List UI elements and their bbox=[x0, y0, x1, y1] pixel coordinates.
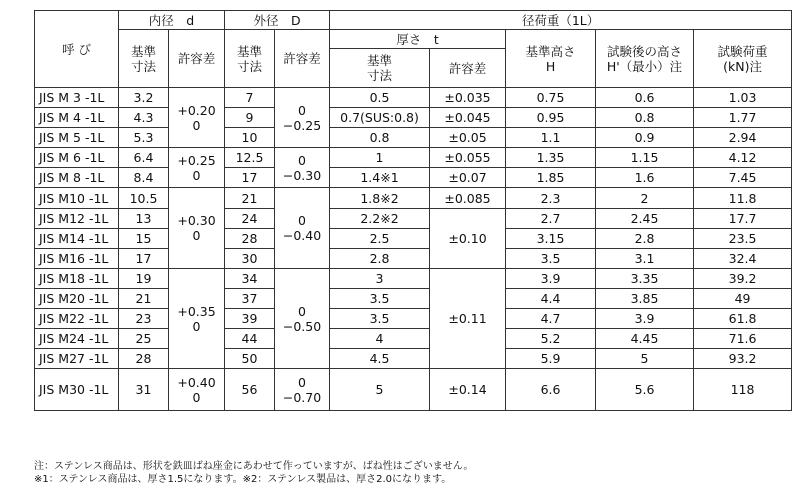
note-1: 注：ステンレス商品は、形状を鉄皿ばね座金にあわせて作っていますが、ばね性はございません。 bbox=[34, 461, 474, 472]
test-load: 39.2 bbox=[694, 268, 792, 288]
after-height: 2.8 bbox=[596, 228, 694, 248]
test-load: 23.5 bbox=[694, 228, 792, 248]
row-name: JIS M27 -1L bbox=[35, 349, 119, 369]
row-name: JIS M12 -1L bbox=[35, 208, 119, 228]
height-h: 2.7 bbox=[506, 208, 596, 228]
note-2: ※1：ステンレス商品は、厚さ1.5になります。※2：ステンレス製品は、厚さ2.0になります。 bbox=[34, 474, 452, 485]
after-height: 3.1 bbox=[596, 248, 694, 268]
outer-std: 24 bbox=[225, 208, 275, 228]
after-height: 0.6 bbox=[596, 88, 694, 108]
outer-std: 21 bbox=[225, 188, 275, 208]
header-thickness-tol: 許容差 bbox=[430, 49, 506, 88]
inner-std: 28 bbox=[119, 349, 169, 369]
after-height: 0.9 bbox=[596, 128, 694, 148]
row-name: JIS M 6 -1L bbox=[35, 148, 119, 168]
test-load: 7.45 bbox=[694, 168, 792, 188]
inner-tol: +0.40 0 bbox=[169, 369, 225, 411]
thickness-std: 2.5 bbox=[330, 228, 430, 248]
inner-std: 19 bbox=[119, 268, 169, 288]
row-name: JIS M 8 -1L bbox=[35, 168, 119, 188]
test-load: 32.4 bbox=[694, 248, 792, 268]
inner-tol: +0.30 0 bbox=[169, 188, 225, 268]
outer-std: 12.5 bbox=[225, 148, 275, 168]
header-load: 径荷重（1L） bbox=[330, 11, 792, 30]
header-inner: 内径 d bbox=[119, 11, 225, 30]
outer-std: 56 bbox=[225, 369, 275, 411]
thickness-std: 0.7(SUS:0.8) bbox=[330, 108, 430, 128]
outer-tol: 0 −0.30 bbox=[275, 148, 330, 188]
row-name: JIS M16 -1L bbox=[35, 248, 119, 268]
test-load: 1.03 bbox=[694, 88, 792, 108]
height-h: 0.75 bbox=[506, 88, 596, 108]
test-load: 71.6 bbox=[694, 329, 792, 349]
inner-std: 21 bbox=[119, 288, 169, 308]
test-load: 2.94 bbox=[694, 128, 792, 148]
table-row bbox=[35, 148, 792, 168]
thickness-std: 5 bbox=[330, 369, 430, 411]
thickness-tol: ±0.07 bbox=[430, 168, 506, 188]
test-load: 49 bbox=[694, 288, 792, 308]
outer-tol: 0 −0.40 bbox=[275, 188, 330, 268]
row-name: JIS M 4 -1L bbox=[35, 108, 119, 128]
header-outer-tol: 許容差 bbox=[275, 30, 330, 88]
header-load-kn: 試験荷重 (kN)注 bbox=[694, 30, 792, 88]
header-inner-std: 基準 寸法 bbox=[119, 30, 169, 88]
outer-std: 30 bbox=[225, 248, 275, 268]
table-row bbox=[35, 268, 792, 288]
thickness-tol: ±0.10 bbox=[430, 208, 506, 268]
inner-tol: +0.35 0 bbox=[169, 268, 225, 368]
spec-table bbox=[34, 10, 792, 411]
table-row bbox=[35, 228, 792, 248]
thickness-tol: ±0.085 bbox=[430, 188, 506, 208]
test-load: 17.7 bbox=[694, 208, 792, 228]
thickness-std: 1.4※1 bbox=[330, 168, 430, 188]
height-h: 3.9 bbox=[506, 268, 596, 288]
table-row bbox=[35, 309, 792, 329]
table-row bbox=[35, 168, 792, 188]
inner-std: 25 bbox=[119, 329, 169, 349]
row-name: JIS M 3 -1L bbox=[35, 88, 119, 108]
thickness-std: 3.5 bbox=[330, 288, 430, 308]
thickness-std: 4 bbox=[330, 329, 430, 349]
inner-std: 31 bbox=[119, 369, 169, 411]
test-load: 118 bbox=[694, 369, 792, 411]
outer-std: 50 bbox=[225, 349, 275, 369]
header-thickness: 厚さ t bbox=[330, 30, 506, 49]
header-yobi: 呼 び bbox=[35, 11, 119, 88]
spec-table-wrap bbox=[34, 10, 791, 411]
after-height: 1.15 bbox=[596, 148, 694, 168]
thickness-std: 3 bbox=[330, 268, 430, 288]
outer-std: 28 bbox=[225, 228, 275, 248]
height-h: 4.7 bbox=[506, 309, 596, 329]
header-height: 基準高さ H bbox=[506, 30, 596, 88]
height-h: 4.4 bbox=[506, 288, 596, 308]
outer-tol: 0 −0.50 bbox=[275, 268, 330, 368]
inner-std: 13 bbox=[119, 208, 169, 228]
thickness-std: 2.8 bbox=[330, 248, 430, 268]
table-row bbox=[35, 349, 792, 369]
table-row bbox=[35, 188, 792, 208]
inner-std: 23 bbox=[119, 309, 169, 329]
table-row bbox=[35, 288, 792, 308]
height-h: 3.5 bbox=[506, 248, 596, 268]
thickness-tol: ±0.035 bbox=[430, 88, 506, 108]
table-row bbox=[35, 88, 792, 108]
thickness-tol: ±0.045 bbox=[430, 108, 506, 128]
thickness-tol: ±0.11 bbox=[430, 268, 506, 368]
inner-tol: +0.25 0 bbox=[169, 148, 225, 188]
height-h: 0.95 bbox=[506, 108, 596, 128]
inner-std: 5.3 bbox=[119, 128, 169, 148]
after-height: 1.6 bbox=[596, 168, 694, 188]
table-row bbox=[35, 108, 792, 128]
table-row bbox=[35, 329, 792, 349]
height-h: 3.15 bbox=[506, 228, 596, 248]
outer-std: 9 bbox=[225, 108, 275, 128]
header-outer: 外径 D bbox=[225, 11, 330, 30]
test-load: 1.77 bbox=[694, 108, 792, 128]
header-inner-tol: 許容差 bbox=[169, 30, 225, 88]
row-name: JIS M30 -1L bbox=[35, 369, 119, 411]
header-thickness-std: 基準 寸法 bbox=[330, 49, 430, 88]
inner-std: 3.2 bbox=[119, 88, 169, 108]
row-name: JIS M 5 -1L bbox=[35, 128, 119, 148]
row-name: JIS M22 -1L bbox=[35, 309, 119, 329]
outer-std: 34 bbox=[225, 268, 275, 288]
inner-std: 10.5 bbox=[119, 188, 169, 208]
outer-tol: 0 −0.25 bbox=[275, 88, 330, 148]
after-height: 3.9 bbox=[596, 309, 694, 329]
height-h: 1.85 bbox=[506, 168, 596, 188]
height-h: 1.35 bbox=[506, 148, 596, 168]
after-height: 4.45 bbox=[596, 329, 694, 349]
table-row bbox=[35, 128, 792, 148]
test-load: 61.8 bbox=[694, 309, 792, 329]
table-row bbox=[35, 248, 792, 268]
test-load: 11.8 bbox=[694, 188, 792, 208]
table-row bbox=[35, 208, 792, 228]
after-height: 3.35 bbox=[596, 268, 694, 288]
after-height: 2.45 bbox=[596, 208, 694, 228]
row-name: JIS M24 -1L bbox=[35, 329, 119, 349]
after-height: 5 bbox=[596, 349, 694, 369]
thickness-std: 3.5 bbox=[330, 309, 430, 329]
height-h: 5.2 bbox=[506, 329, 596, 349]
inner-std: 6.4 bbox=[119, 148, 169, 168]
row-name: JIS M20 -1L bbox=[35, 288, 119, 308]
height-h: 6.6 bbox=[506, 369, 596, 411]
height-h: 2.3 bbox=[506, 188, 596, 208]
outer-std: 37 bbox=[225, 288, 275, 308]
table-row bbox=[35, 369, 792, 411]
test-load: 4.12 bbox=[694, 148, 792, 168]
after-height: 0.8 bbox=[596, 108, 694, 128]
inner-std: 8.4 bbox=[119, 168, 169, 188]
height-h: 1.1 bbox=[506, 128, 596, 148]
after-height: 5.6 bbox=[596, 369, 694, 411]
inner-std: 15 bbox=[119, 228, 169, 248]
thickness-std: 0.5 bbox=[330, 88, 430, 108]
height-h: 5.9 bbox=[506, 349, 596, 369]
inner-std: 4.3 bbox=[119, 108, 169, 128]
thickness-std: 2.2※2 bbox=[330, 208, 430, 228]
thickness-std: 4.5 bbox=[330, 349, 430, 369]
header-after-height: 試験後の高さ H'（最小）注 bbox=[596, 30, 694, 88]
after-height: 2 bbox=[596, 188, 694, 208]
thickness-tol: ±0.055 bbox=[430, 148, 506, 168]
thickness-std: 0.8 bbox=[330, 128, 430, 148]
outer-std: 7 bbox=[225, 88, 275, 108]
thickness-std: 1 bbox=[330, 148, 430, 168]
thickness-tol: ±0.14 bbox=[430, 369, 506, 411]
row-name: JIS M10 -1L bbox=[35, 188, 119, 208]
header-outer-std: 基準 寸法 bbox=[225, 30, 275, 88]
test-load: 93.2 bbox=[694, 349, 792, 369]
row-name: JIS M18 -1L bbox=[35, 268, 119, 288]
outer-std: 44 bbox=[225, 329, 275, 349]
outer-std: 10 bbox=[225, 128, 275, 148]
notes bbox=[34, 460, 473, 486]
outer-std: 17 bbox=[225, 168, 275, 188]
inner-tol: +0.20 0 bbox=[169, 88, 225, 148]
outer-tol: 0 −0.70 bbox=[275, 369, 330, 411]
row-name: JIS M14 -1L bbox=[35, 228, 119, 248]
thickness-tol: ±0.05 bbox=[430, 128, 506, 148]
after-height: 3.85 bbox=[596, 288, 694, 308]
thickness-std: 1.8※2 bbox=[330, 188, 430, 208]
inner-std: 17 bbox=[119, 248, 169, 268]
outer-std: 39 bbox=[225, 309, 275, 329]
